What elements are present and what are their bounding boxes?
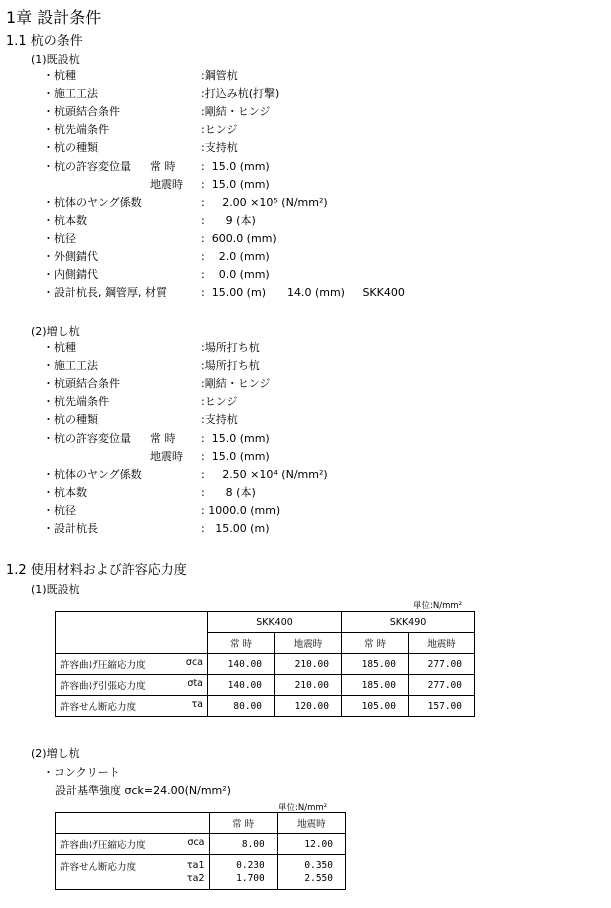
condition-value: : 15.0 (mm) [201,431,270,445]
table-corner [56,813,210,834]
row-label: 許容せん断応力度 [60,862,137,873]
group-header: SKK490 [342,612,475,633]
condition-row [0,484,611,502]
row-symbol: τa [191,699,203,710]
condition-value: :剛結・ヒンジ [201,105,271,119]
column-header: 地震時 [277,813,345,834]
column-header: 常 時 [208,633,275,654]
column-header: 常 時 [342,633,409,654]
condition-row [0,339,611,357]
condition-row [0,121,611,139]
section-title: 1.1 杭の条件 [6,34,83,49]
subsection-heading: (1)既設杭 [31,583,80,596]
condition-row [0,430,611,448]
condition-label: ・杭種 [43,341,76,354]
condition-label: ・杭の許容変位量 [43,431,131,445]
condition-value: : 15.00 (m) 14.0 (mm) SKK400 [201,286,405,300]
condition-label: ・杭頭結合条件 [43,105,120,119]
row-symbol: σca [185,657,203,668]
condition-label: ・外側錆代 [43,250,98,263]
condition-row [0,520,611,538]
condition-value: : 15.0 (mm) [201,449,270,463]
condition-label: ・施工工法 [43,359,98,373]
condition-label: ・内側錆代 [43,268,98,282]
condition-value: :場所打ち杭 [201,359,260,373]
condition-label: ・杭頭結合条件 [43,377,120,391]
cell-value: 210.00 [275,675,342,696]
condition-value: : 15.00 (m) [201,522,270,535]
allowable-stress-table-existing [55,611,475,717]
cell-value: 0.230 [236,860,265,871]
table-row [56,696,475,717]
cell-value: 140.00 [208,654,275,675]
condition-row [0,212,611,230]
condition-value: :ヒンジ [201,123,238,137]
condition-label: ・設計杭長 [43,522,98,535]
condition-value: :場所打ち杭 [201,341,260,354]
chapter-title: 1章 設計条件 [6,8,102,27]
row-symbol: τa2 [186,873,205,884]
cell-value: 80.00 [208,696,275,717]
condition-value: : 2.50 ×10⁴ (N/mm²) [201,467,328,481]
group-header: SKK400 [208,612,342,633]
condition-row [0,357,611,375]
condition-value: :鋼管杭 [201,69,238,82]
condition-row [0,139,611,157]
cell-value: 210.00 [275,654,342,675]
table-row [56,675,475,696]
condition-value: : 2.0 (mm) [201,250,270,263]
condition-value: :支持杭 [201,413,238,427]
condition-label: ・杭先端条件 [43,123,109,137]
unit-label: 単位:N/mm² [278,803,328,813]
unit-label: 単位:N/mm² [413,601,463,611]
condition-case: 常 時 [150,431,176,445]
condition-row [0,230,611,248]
condition-row [0,103,611,121]
cell-value: 277.00 [409,675,475,696]
table-row [56,834,346,855]
condition-row [0,248,611,266]
row-label: 許容曲げ圧縮応力度 [60,840,146,851]
condition-value: :ヒンジ [201,395,238,409]
condition-value: :打込み杭(打撃) [201,87,280,101]
condition-value: : 1000.0 (mm) [201,503,281,517]
condition-value: : 15.0 (mm) [201,177,270,191]
cell-value: 12.00 [277,834,345,855]
condition-value: : 8 (本) [201,485,256,499]
condition-row [0,194,611,212]
table-row [56,654,475,675]
allowable-stress-table-added [55,812,346,890]
condition-label: ・設計杭長, 鋼管厚, 材質 [43,286,167,300]
cell-value: 105.00 [342,696,409,717]
row-label: 許容曲げ圧縮応力度 [60,660,146,671]
condition-label: ・杭種 [43,69,76,82]
cell-value: 185.00 [342,654,409,675]
subsection-heading: (2)増し杭 [31,747,80,760]
row-symbol: τa1 [186,860,205,871]
condition-label: ・杭先端条件 [43,395,109,409]
condition-label: ・杭本数 [43,485,87,499]
condition-value: : 0.0 (mm) [201,268,270,282]
condition-value: : 15.0 (mm) [201,159,270,173]
cell-value: 0.350 [304,860,333,871]
condition-value: : 600.0 (mm) [201,231,277,245]
condition-row [0,375,611,393]
column-header: 地震時 [275,633,342,654]
condition-value: : 9 (本) [201,213,256,227]
cell-value: 8.00 [209,834,277,855]
condition-row [0,411,611,429]
cell-value: 277.00 [409,654,475,675]
condition-row [0,284,611,302]
condition-row [0,158,611,176]
condition-label: ・杭体のヤング係数 [43,467,142,481]
condition-label: ・杭径 [43,231,76,245]
table-row [56,855,346,890]
condition-row [0,502,611,520]
row-symbol: σca [187,837,205,848]
condition-case: 地震時 [150,449,183,463]
cell-value: 2.550 [304,873,333,884]
condition-row [0,466,611,484]
column-header: 地震時 [409,633,475,654]
condition-row [0,85,611,103]
cell-value: 120.00 [275,696,342,717]
condition-value: :支持杭 [201,141,238,155]
cell-value: 140.00 [208,675,275,696]
row-label: 許容せん断応力度 [60,702,137,713]
condition-row [0,266,611,284]
condition-label: ・杭径 [43,503,76,517]
condition-row [0,448,611,466]
condition-case: 常 時 [150,159,176,173]
condition-label: ・杭の種類 [43,141,98,155]
condition-label: ・杭体のヤング係数 [43,195,142,209]
material-label: ・コンクリート [43,766,120,779]
section-title: 1.2 使用材料および許容応力度 [6,563,187,578]
condition-row [0,176,611,194]
row-label: 許容曲げ引張応力度 [60,681,146,692]
design-strength: 設計基準強度 σck=24.00(N/mm²) [55,784,231,797]
condition-label: ・杭の許容変位量 [43,159,131,173]
condition-label: ・杭の種類 [43,413,98,427]
condition-row [0,67,611,85]
cell-value: 185.00 [342,675,409,696]
condition-label: ・杭本数 [43,213,87,227]
condition-label: ・施工工法 [43,87,98,101]
column-header: 常 時 [209,813,277,834]
condition-value: : 2.00 ×10⁵ (N/mm²) [201,195,328,209]
subsection-heading: (2)増し杭 [31,325,80,338]
row-symbol: σta [187,678,203,689]
subsection-heading: (1)既設杭 [31,53,80,66]
cell-value: 157.00 [409,696,475,717]
cell-value: 1.700 [236,873,265,884]
table-corner [56,612,208,654]
condition-case: 地震時 [150,177,183,191]
condition-value: :剛結・ヒンジ [201,377,271,391]
condition-row [0,393,611,411]
